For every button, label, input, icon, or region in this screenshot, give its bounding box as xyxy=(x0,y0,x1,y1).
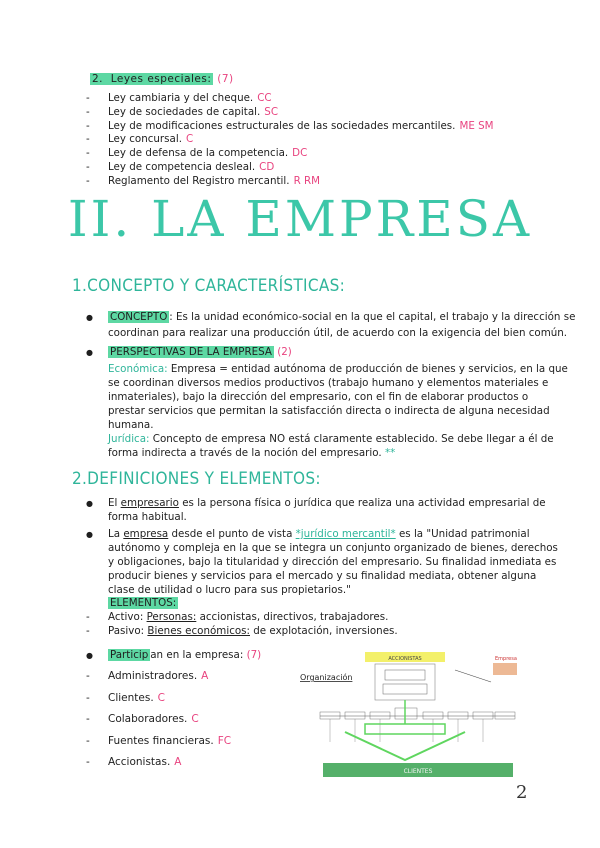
empresario-line-2: forma habitual. xyxy=(108,511,187,523)
leyes-item-code: CC xyxy=(257,92,272,104)
concepto-text-2: coordinan para realizar una producción útil, de acuerdo con la exigencia del bien común. xyxy=(108,327,568,339)
perspectivas-label: PERSPECTIVAS DE LA EMPRESA xyxy=(110,346,272,358)
activo-term: Personas: xyxy=(146,611,197,623)
juridica-label: Jurídica: xyxy=(108,433,150,445)
participante-text: Administradores. xyxy=(108,670,198,682)
diagram-box-a xyxy=(385,670,425,680)
leyes-item-code: R RM xyxy=(293,174,321,187)
leyes-item-code: C xyxy=(185,133,194,146)
participante-code: A xyxy=(174,756,182,768)
empresa-term: empresa xyxy=(123,528,169,540)
diagram-svg xyxy=(295,650,520,780)
participante-text: Accionistas. xyxy=(108,756,171,768)
leyes-count: (7) xyxy=(217,73,234,85)
pasivo-line xyxy=(108,624,398,638)
empresa-post: es la "Unidad patrimonial xyxy=(395,528,530,540)
empresa-text-5: clase de utilidad o lucro para sus propietarios." xyxy=(108,584,351,596)
diagram-label: Organización xyxy=(300,673,353,682)
economica-label: Económica: xyxy=(108,363,168,375)
diagram-box-b xyxy=(383,684,427,694)
leyes-item xyxy=(108,146,307,160)
economica-text-4: prestar servicios que permitan la satisfacción directa o indirecta de alguna necesidad xyxy=(108,405,550,417)
diagram-top-label: ACCIONISTAS xyxy=(388,656,422,662)
leyes-item xyxy=(108,119,494,133)
leyes-item xyxy=(108,105,278,119)
empresa-text-3: y obligaciones, bajo la titularidad y dirección del empresario. Su finalidad inmediata es xyxy=(108,556,557,568)
leyes-number: 2. xyxy=(92,73,104,85)
activo-pre: Activo: xyxy=(108,611,147,623)
participante-item xyxy=(108,712,199,726)
empresario-term: empresario xyxy=(120,497,179,509)
participante-item xyxy=(108,691,165,705)
empresa-line xyxy=(108,527,530,541)
empresa-mid: desde el punto de vista xyxy=(168,528,296,540)
leyes-item-code: CD xyxy=(259,161,275,173)
empresario-line xyxy=(108,496,546,510)
leyes-item xyxy=(108,91,272,105)
leyes-heading xyxy=(90,73,234,85)
diagram-arrow xyxy=(455,670,491,682)
participante-code: C xyxy=(191,713,199,725)
economica-text-3: inmateriales), bajo la dirección del empresario, con el fin de elaborar productos o xyxy=(108,391,529,403)
section2-heading: 2.DEFINICIONES Y ELEMENTOS: xyxy=(72,469,321,489)
leyes-item-code: DC xyxy=(292,147,308,160)
concepto-text: : Es la unidad económico-social en la que el capital, el trabajo y la dirección se xyxy=(169,311,576,323)
participan-count: (7) xyxy=(246,649,262,661)
perspectivas-line xyxy=(108,345,292,359)
activo-line xyxy=(108,610,388,624)
leyes-item-text: Ley de modificaciones estructurales de las sociedades mercantiles. xyxy=(108,119,456,132)
perspectivas-count: (2) xyxy=(277,346,292,358)
leyes-item-text: Reglamento del Registro mercantil. xyxy=(108,174,290,187)
pasivo-post: de explotación, inversiones. xyxy=(250,625,398,637)
empresa-link: *jurídico mercantil* xyxy=(295,528,396,540)
economica-line xyxy=(108,362,568,376)
juridica-line xyxy=(108,432,554,446)
empresa-pre: La xyxy=(108,528,124,540)
page-number: 2 xyxy=(516,782,528,803)
juridica-line-2 xyxy=(108,446,395,460)
economica-text: Empresa = entidad autónoma de producción de bienes y servicios, en la que xyxy=(167,363,568,375)
empresa-text-2: autónomo y compleja en la que se integra un conjunto organizado de bienes, derechos xyxy=(108,542,558,554)
empresario-post: es la persona física o jurídica que realiza una actividad empresarial de xyxy=(178,497,546,509)
section1-heading: 1.CONCEPTO Y CARACTERÍSTICAS: xyxy=(72,276,346,296)
juridica-text: Concepto de empresa NO está claramente establecido. Se debe llegar a él de xyxy=(149,433,554,445)
empresa-text-4: producir bienes y servicios para el mercado y su finalidad mediata, obtener alguna xyxy=(108,570,537,582)
diagram-dept-boxes xyxy=(320,708,515,719)
page-title: II. LA EMPRESA xyxy=(67,190,533,248)
diagram-drops xyxy=(330,719,483,742)
organization-diagram xyxy=(295,650,520,780)
participante-text: Fuentes financieras. xyxy=(108,734,214,747)
participante-code: A xyxy=(201,670,209,682)
leyes-item-text: Ley de sociedades de capital. xyxy=(108,105,261,118)
activo-post: accionistas, directivos, trabajadores. xyxy=(196,611,389,623)
leyes-item-code: SC xyxy=(264,105,279,118)
economica-text-2: se coordinan diversos medios productivos (trabajo humano y elementos materiales e xyxy=(108,377,549,389)
leyes-item xyxy=(108,132,193,146)
diagram-green-v xyxy=(345,732,465,760)
participante-item xyxy=(108,734,231,748)
pasivo-term: Bienes económicos: xyxy=(147,625,250,637)
leyes-item-text: Ley de defensa de la competencia. xyxy=(108,147,289,160)
leyes-item-text: Ley de competencia desleal. xyxy=(108,161,256,173)
diagram-corner-label: Empresa xyxy=(495,656,517,662)
leyes-item-text: Ley cambiaria y del cheque. xyxy=(108,92,254,104)
pasivo-pre: Pasivo: xyxy=(108,625,148,637)
leyes-item-text: Ley concursal. xyxy=(108,133,182,146)
participante-item xyxy=(108,755,181,769)
diagram-inner-frame xyxy=(375,664,435,700)
participante-code: C xyxy=(157,691,166,704)
diagram-corner-image xyxy=(493,663,517,675)
elementos-label: ELEMENTOS: xyxy=(110,597,177,609)
concepto-label: CONCEPTO xyxy=(110,311,168,323)
concepto-line xyxy=(108,310,575,324)
leyes-item-code: ME SM xyxy=(459,119,494,132)
leyes-title: Leyes especiales: xyxy=(110,73,212,85)
participante-text: Clientes. xyxy=(108,691,154,704)
leyes-item xyxy=(108,160,274,174)
juridica-text-2: forma indirecta a través de la noción del empresario. xyxy=(108,447,382,459)
participante-code: FC xyxy=(217,734,232,747)
participante-text: Colaboradores. xyxy=(108,713,188,725)
leyes-item xyxy=(108,174,320,188)
economica-text-5: humana. xyxy=(108,419,154,431)
elementos-label-line xyxy=(108,596,178,610)
participante-item xyxy=(108,669,208,683)
diagram-bottom-label: CLIENTES xyxy=(403,768,433,775)
juridica-mark: ** xyxy=(384,447,396,459)
participan-rest: an en la empresa: xyxy=(150,649,247,661)
participan-line xyxy=(108,648,261,662)
empresario-pre: El xyxy=(108,497,121,509)
participan-highlight: Particip xyxy=(110,649,149,661)
